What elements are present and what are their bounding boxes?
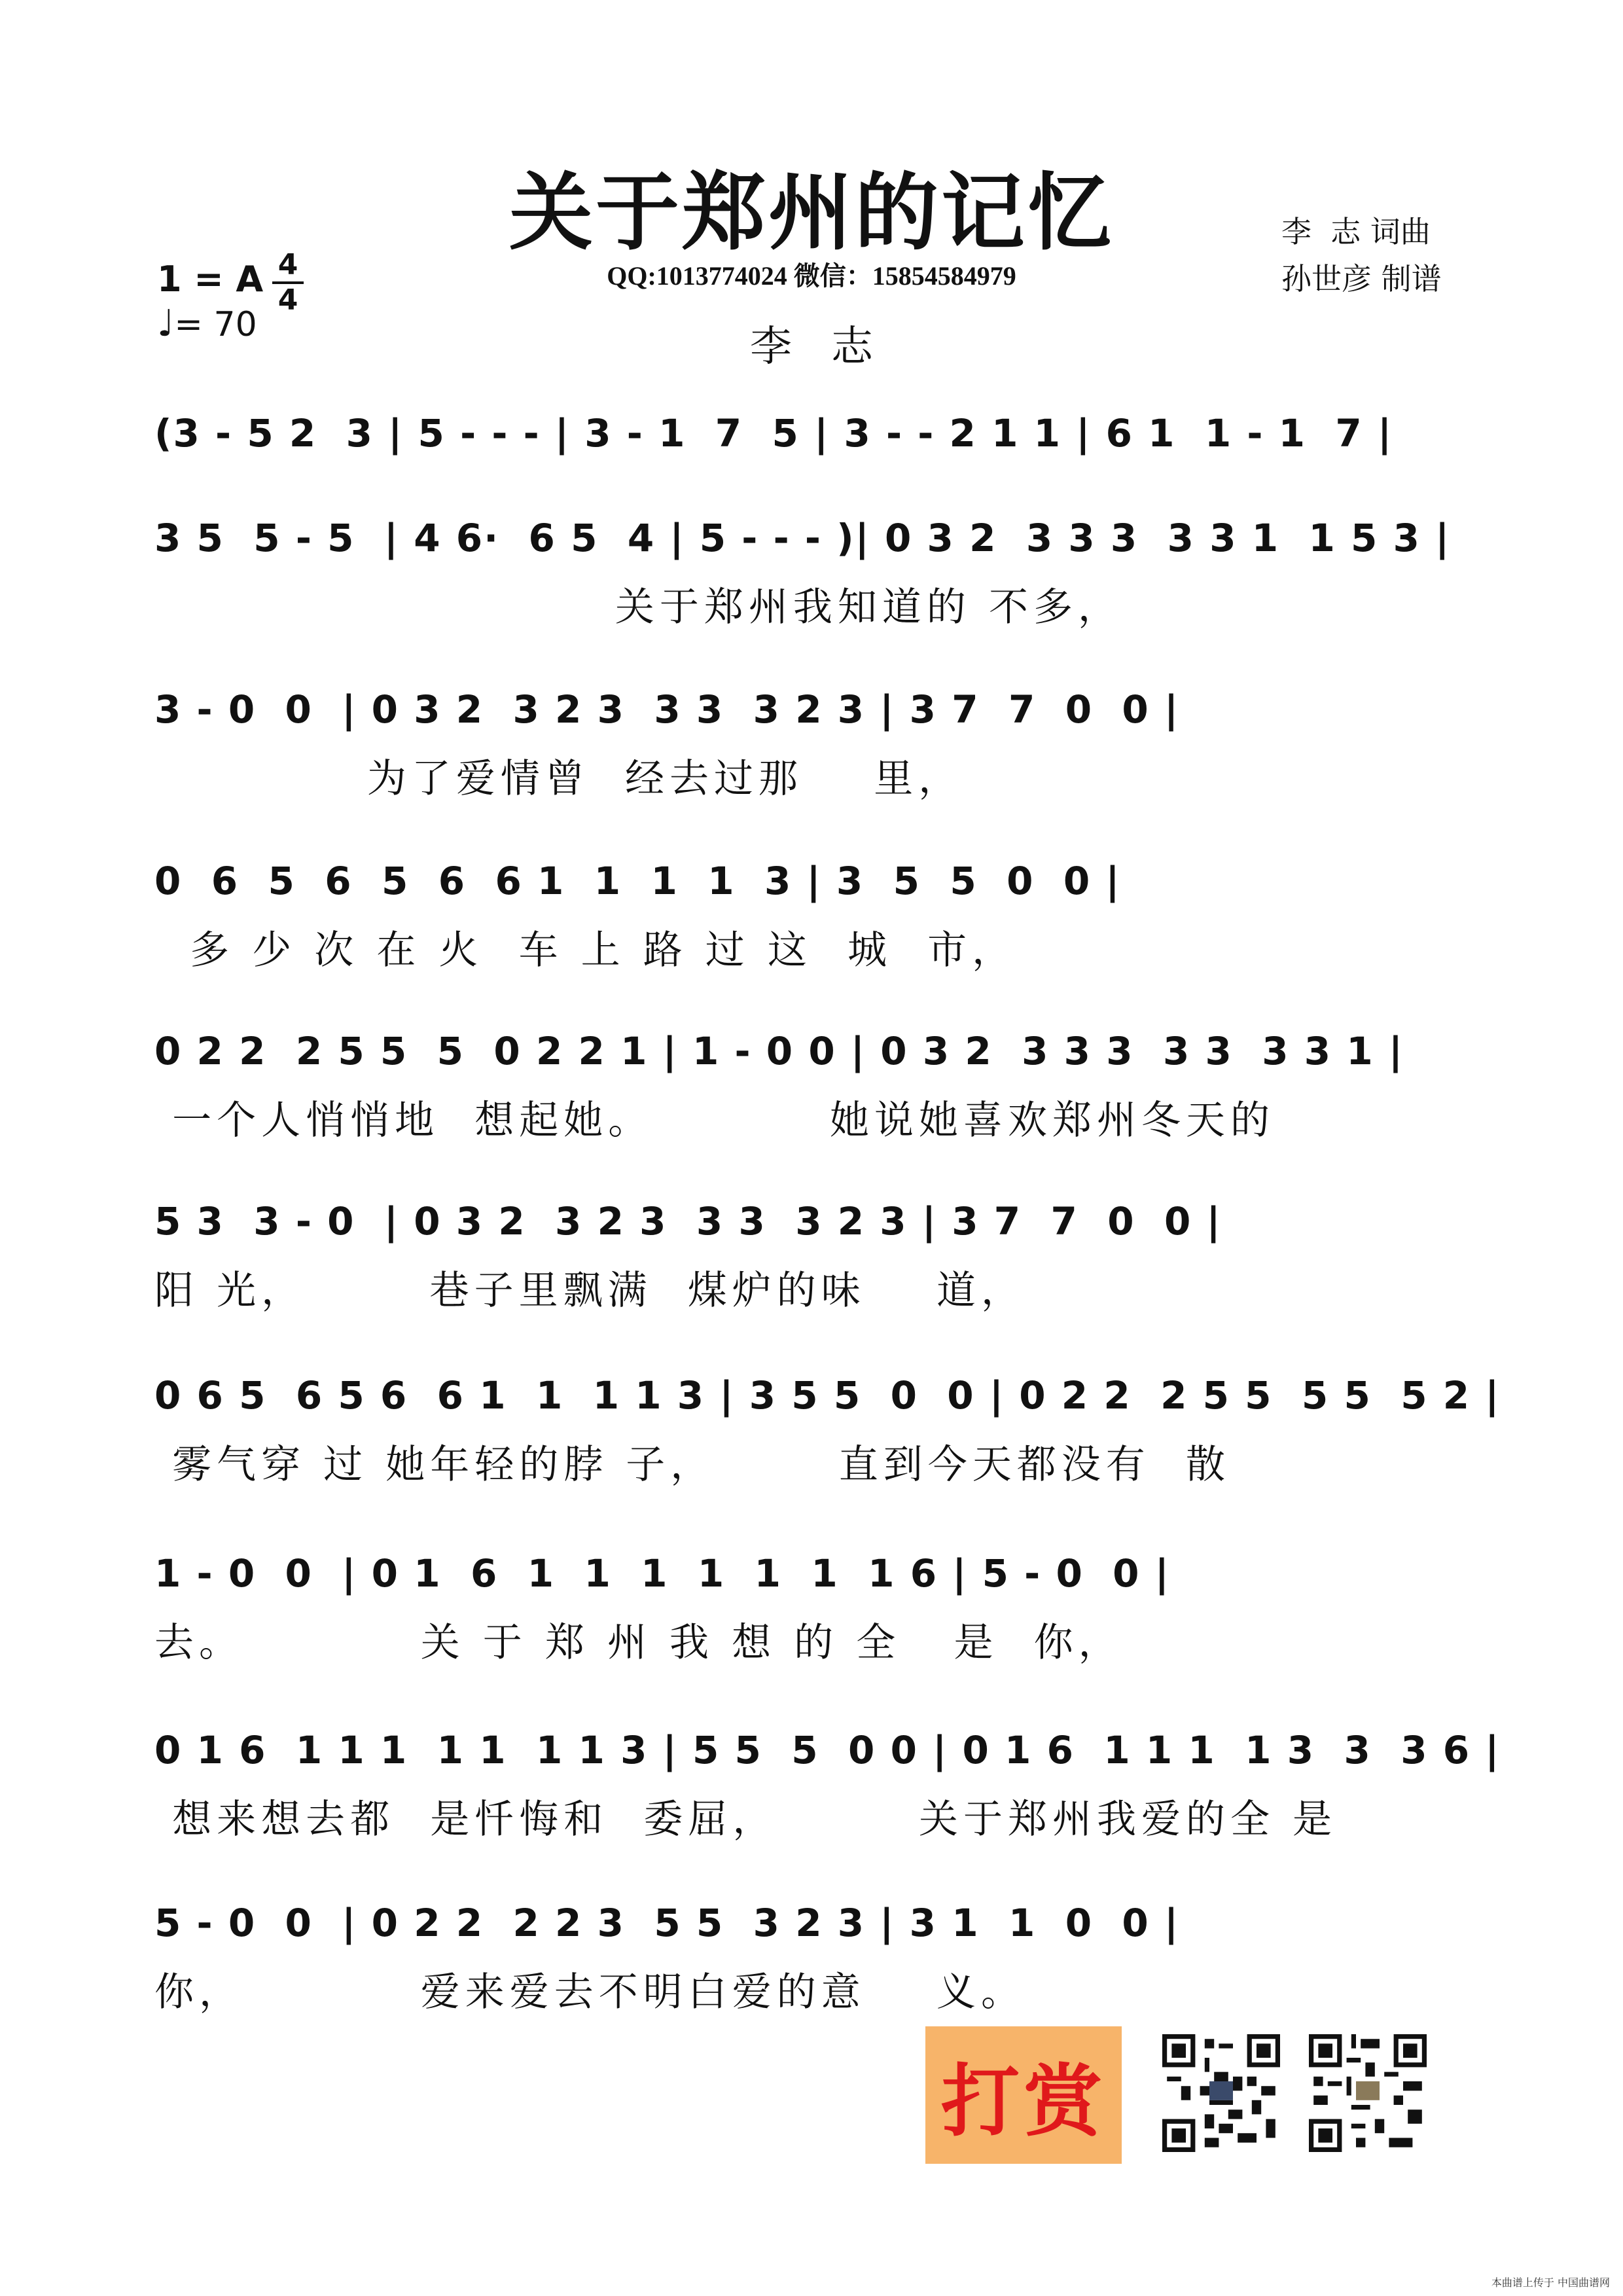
row-notes: 0 2 2 2 5 5 5 0 2 2 1 | 1 - 0 0 | 0 3 2 3 3 3 3 3 3 3 1 |	[154, 1029, 1404, 1073]
row-lyrics: 你， 爱来爱去不明白爱的意 义。	[154, 1969, 1026, 2015]
reward-button[interactable]: 打赏	[925, 2026, 1122, 2164]
row-lyrics: 关于郑州我知道的 不多，	[154, 584, 1122, 630]
contact-info: QQ:1013774024 微信：15854584979	[607, 261, 1016, 291]
row-notes: 0 6 5 6 5 6 6 1 1 1 1 3 | 3 5 5 0 0 | 0 2 2 2 5 5 5 5 5 2 |	[154, 1373, 1501, 1418]
row-lyrics: 多 少 次 在 火 车 上 路 过 这 城 市，	[154, 927, 1017, 973]
footer-note: 本曲谱上传于 中国曲谱网	[1491, 2276, 1610, 2289]
row-notes: 0 1 6 1 1 1 1 1 1 1 3 | 5 5 5 0 0 | 0 1 6 1 1 1 1 3 3 3 6 |	[154, 1728, 1501, 1772]
row-notes: 1 - 0 0 | 0 1 6 1 1 1 1 1 1 1 6 | 5 - 0 0 |	[154, 1551, 1170, 1596]
row-lyrics: 一个人悄悄地 想起她。 她说她喜欢郑州冬天的	[154, 1098, 1275, 1143]
row-lyrics: 为了爱情曾 经去过那 里，	[154, 756, 963, 802]
row-notes: 0 6 5 6 5 6 6 1 1 1 1 3 | 3 5 5 0 0 |	[154, 859, 1121, 903]
qr-code-icon	[1309, 2034, 1427, 2152]
row-notes: 3 - 0 0 | 0 3 2 3 2 3 3 3 3 2 3 | 3 7 7 0 0 |	[154, 687, 1180, 732]
credit-score: 孙世彦 制谱	[1281, 261, 1442, 296]
time-sig-top: 4	[277, 248, 298, 281]
qr-code-icon	[1162, 2034, 1280, 2152]
row-notes: 3 5 5 - 5 | 4 6· 6 5 4 | 5 - - - )| 0 3 2 3 3 3 3 3 1 1 5 3 |	[154, 516, 1451, 560]
row-lyrics: 雾气穿 过 她年轻的脖 子， 直到今天都没有 散	[154, 1442, 1230, 1488]
song-title: 关于郑州的记忆	[508, 164, 1114, 262]
tempo-value: = 70	[174, 305, 257, 344]
row-notes: 5 3 3 - 0 | 0 3 2 3 2 3 3 3 3 2 3 | 3 7 7 0 0 |	[154, 1199, 1222, 1244]
row-lyrics: 去。 关 于 郑 州 我 想 的 全 是 你，	[154, 1620, 1123, 1666]
row-notes: 5 - 0 0 | 0 2 2 2 2 3 5 5 3 2 3 | 3 1 1 0 0 |	[154, 1901, 1180, 1945]
time-sig-bottom: 4	[277, 283, 298, 317]
time-signature	[270, 250, 306, 315]
row-notes: (3 - 5 2 3 | 5 - - - | 3 - 1 7 5 | 3 - - 2 1 1 | 6 1 1 - 1 7 |	[154, 411, 1393, 456]
singer-name: 李志	[750, 323, 912, 371]
row-lyrics: 阳 光， 巷子里飘满 煤炉的味 道，	[154, 1268, 1026, 1314]
quarter-note-icon: ♩	[157, 302, 175, 345]
row-lyrics: 想来想去都 是忏悔和 委屈， 关于郑州我爱的全 是	[154, 1797, 1338, 1842]
key-signature: 1 = A	[157, 259, 264, 300]
credit-words: 李 志 词曲	[1281, 214, 1431, 249]
tempo-mark	[157, 302, 257, 345]
